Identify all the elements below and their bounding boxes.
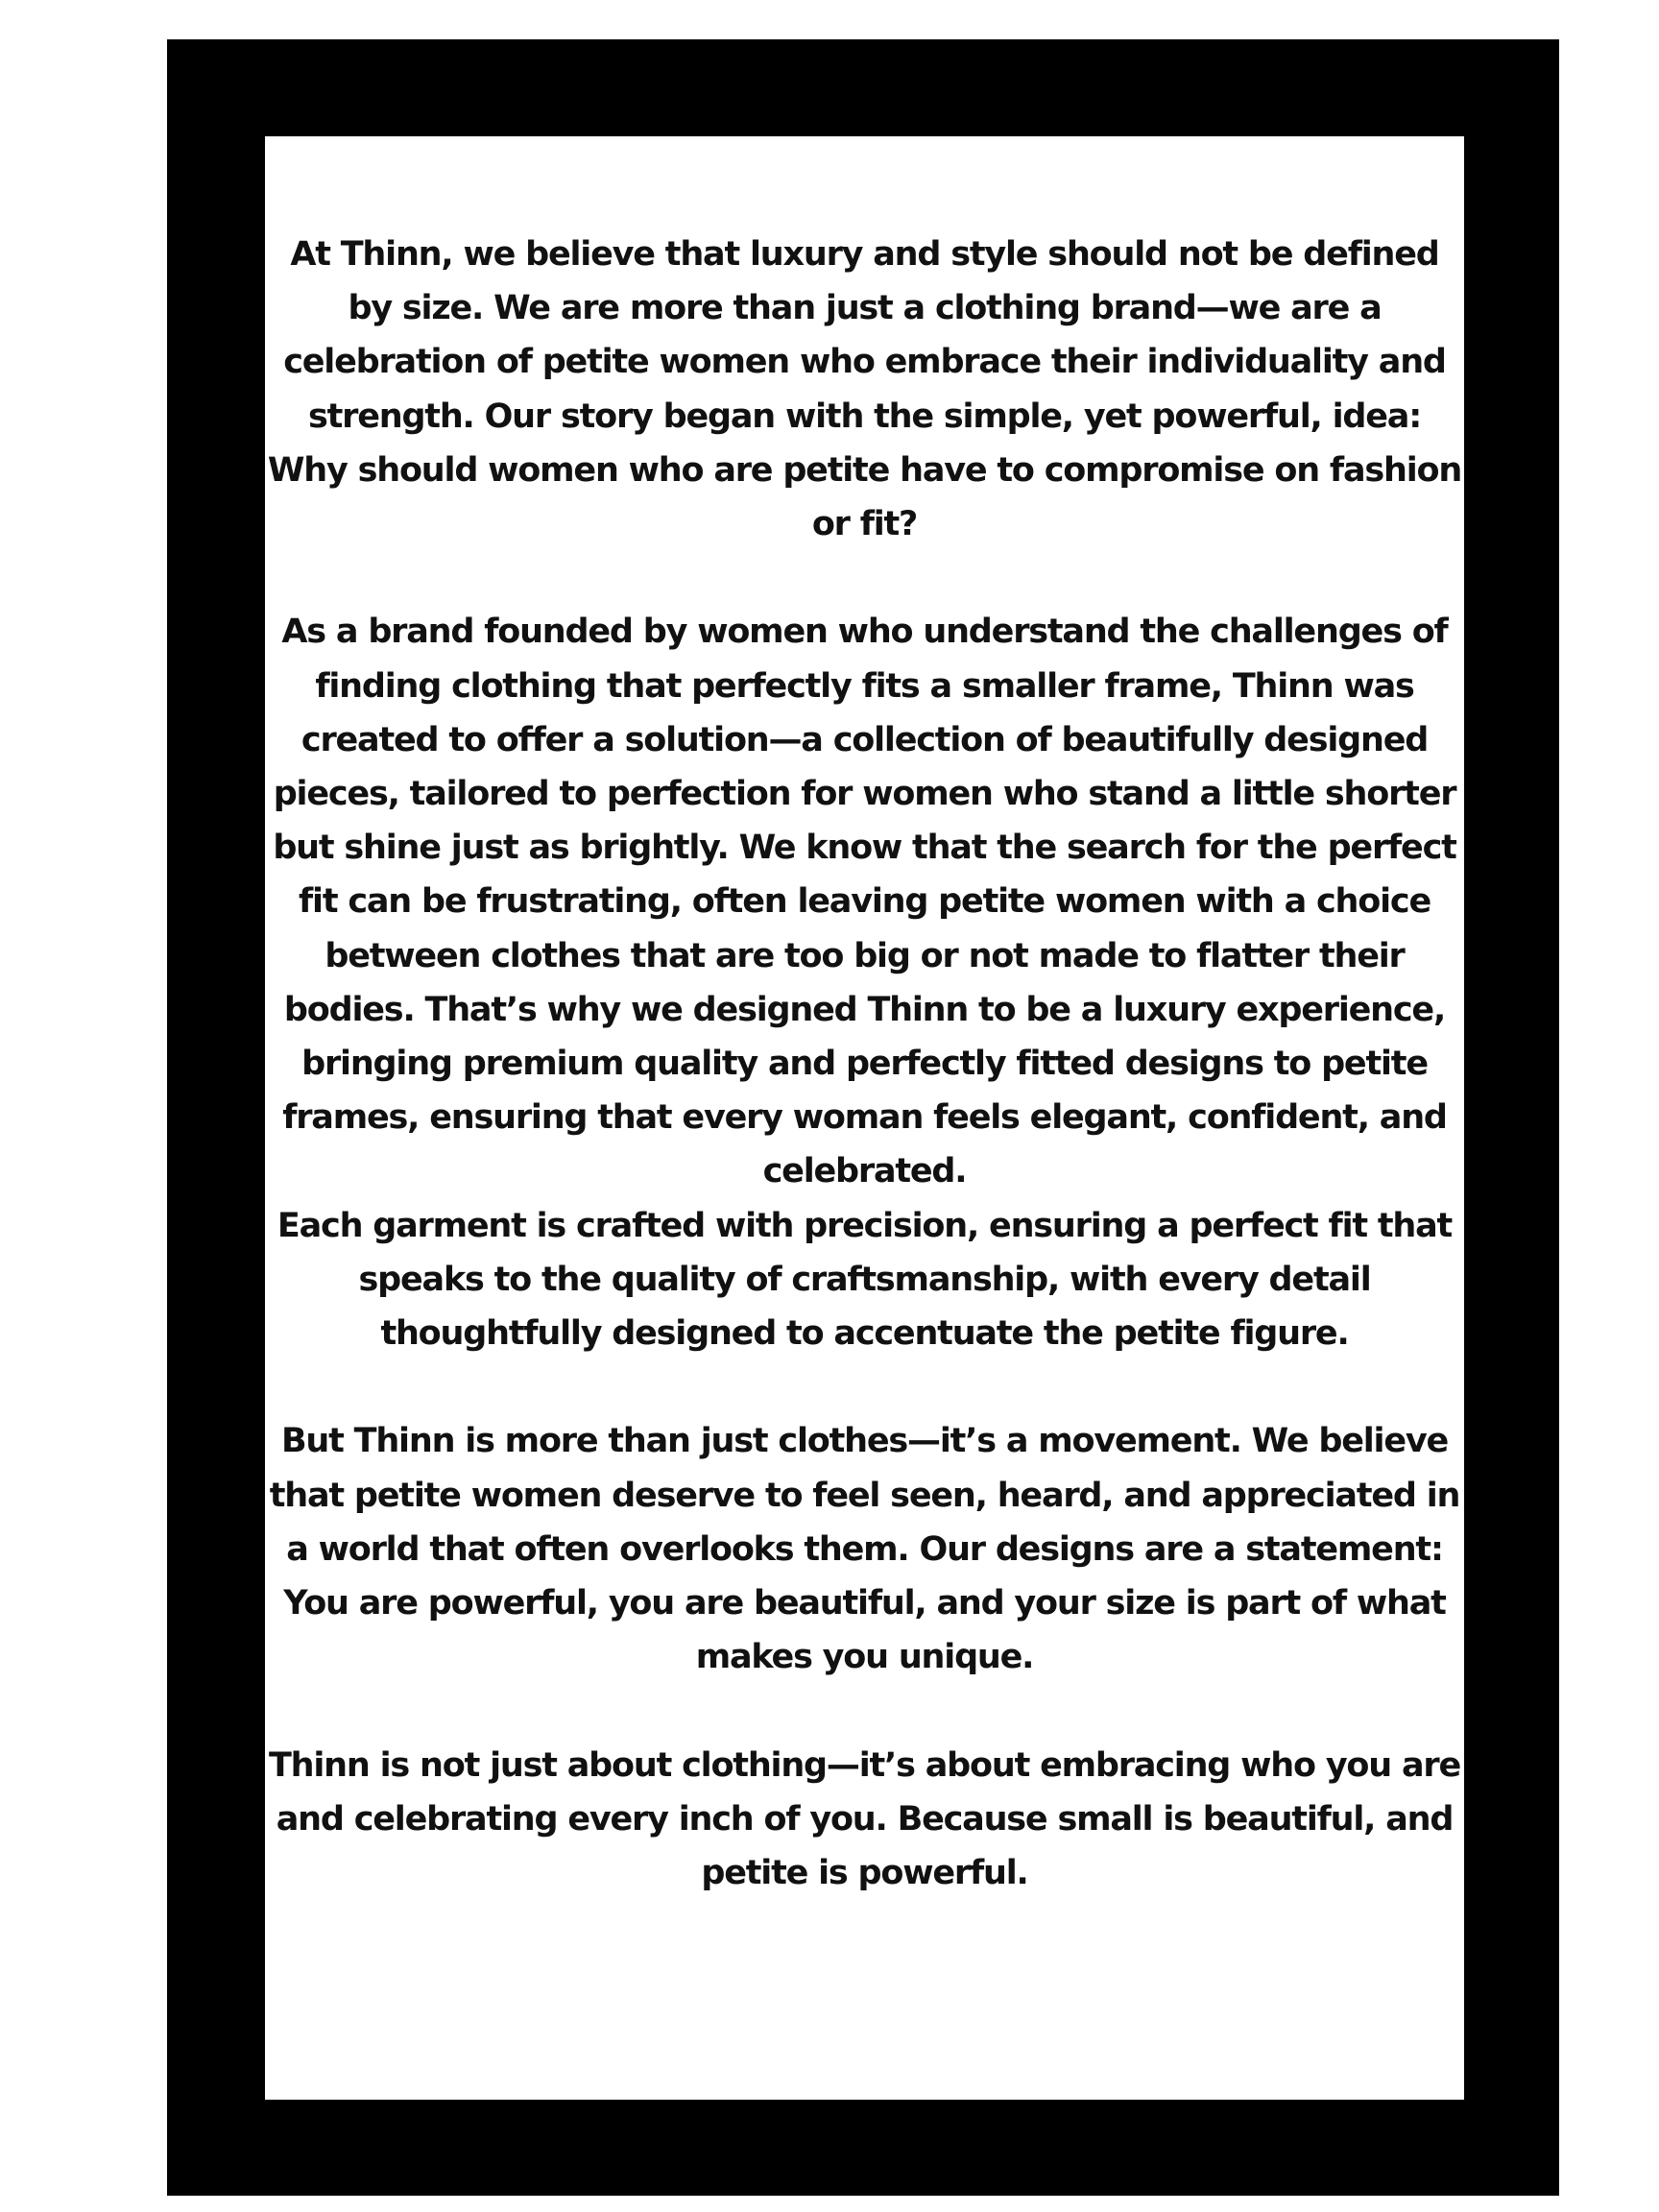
brand-story-text	[265, 228, 1464, 1900]
paragraph-spacer	[265, 1360, 1464, 1414]
paragraph-founding: As a brand founded by women who understand the challenges of finding clothing that perfectly fits a smaller frame, Thinn was created to offer a solution—a collection of beautifully designed pieces, tailored to perfection for women who stand a little shorter but shine just as brightly. We know that the search for the perfect fit can be frustrating, often leaving petite women with a choice between clothes that are too big or not made to flatter their bodies. That’s why we designed Thinn to be a luxury experience, bringing premium quality and perfectly fitted designs to petite frames, ensuring that every woman feels elegant, confident, and celebrated.	[273, 613, 1456, 1191]
paragraph-spacer	[265, 1684, 1464, 1738]
paragraph-closing: Thinn is not just about clothing—it’s about embracing who you are and celebrating every inch of you. Because small is beautiful, and petite is powerful.	[268, 1745, 1460, 1893]
paragraph-intro: At Thinn, we believe that luxury and style should not be defined by size. We are more than just a clothing brand—we are a celebration of petite women who embrace their individuality and strength. Our story began with the simple, yet powerful, idea: Why should women who are petite have to compromise on fashion or fit?	[267, 235, 1462, 544]
paragraph-spacer	[265, 551, 1464, 605]
paragraph-movement: But Thinn is more than just clothes—it’s a movement. We believe that petite women deserve to feel seen, heard, and appreciated in a world that often overlooks them. Our designs are a statement: You are powerful, you are beautiful, and your size is part of what makes you unique.	[269, 1422, 1460, 1677]
content-panel	[265, 136, 1464, 2100]
black-border-frame	[167, 39, 1559, 2196]
paragraph-craftsmanship: Each garment is crafted with precision, ensuring a perfect fit that speaks to the quality of craftsmanship, with every detail thoughtfully designed to accentuate the petite figure.	[276, 1206, 1453, 1354]
